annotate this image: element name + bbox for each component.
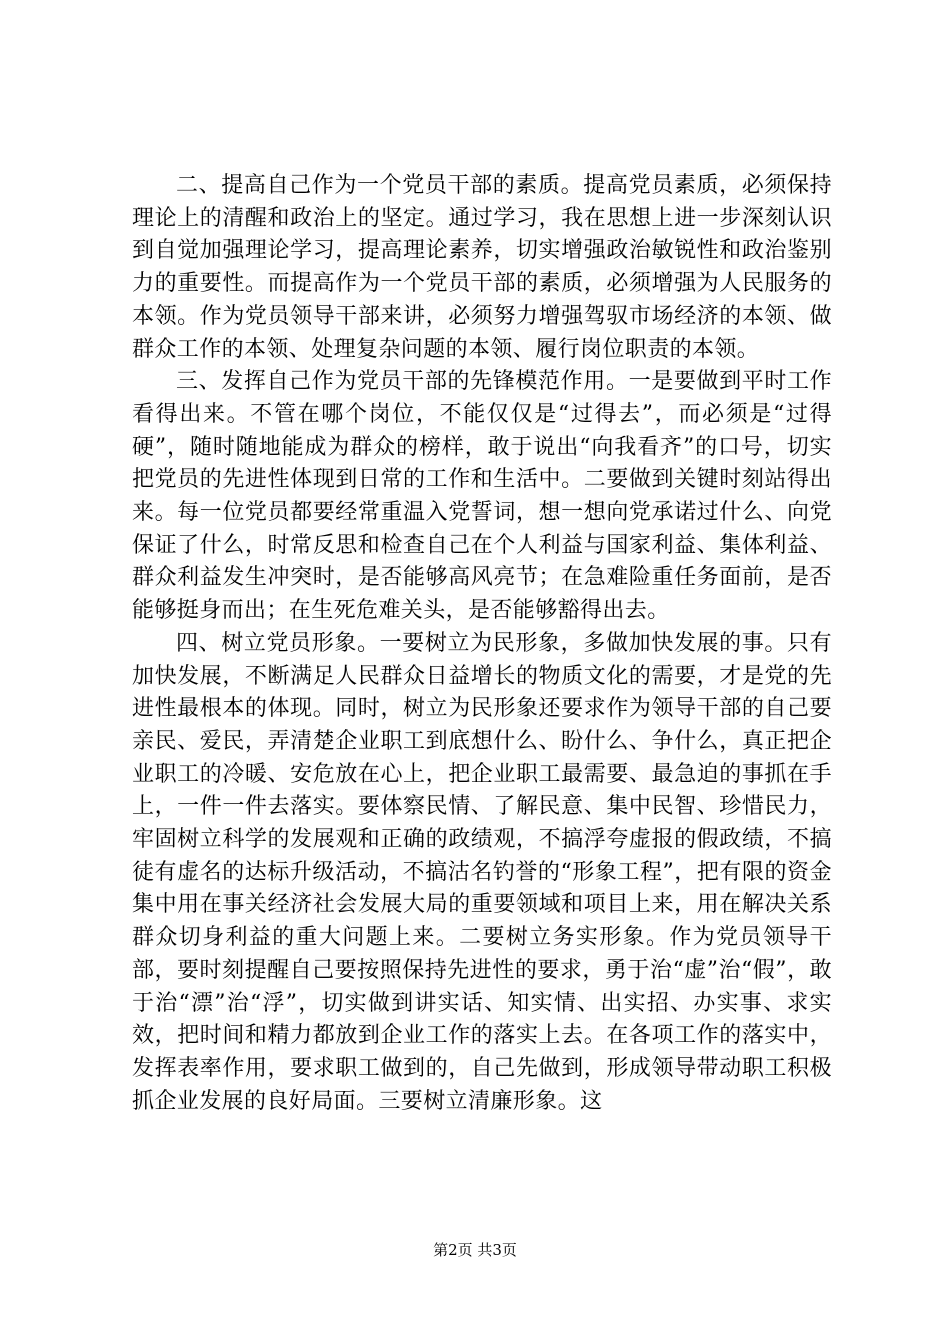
- paragraph-2-improve-quality: 二、提高自己作为一个党员干部的素质。提高党员素质，必须保持理论上的清醒和政治上的坚定。通过学习，我在思想上进一步深刻认识到自觉加强理论学习，提高理论素养，切实增强政治敏锐性和政治鉴别力的重要性。而提高作为一个党员干部的素质，必须增强为人民服务的本领。作为党员领导干部来讲，必须努力增强驾驭市场经济的本领、做群众工作的本领、处理复杂问题的本领、履行岗位职责的本领。: [132, 173, 832, 362]
- document-body: [132, 170, 832, 1118]
- page-number-footer: 第2页 共3页: [433, 1241, 517, 1259]
- paragraph-4-party-image: 四、树立党员形象。一要树立为民形象，多做加快发展的事。只有加快发展，不断满足人民群众日益增长的物质文化的需要，才是党的先进性最根本的体现。同时，树立为民形象还要求作为领导干部的自己要亲民、爱民，弄清楚企业职工到底想什么、盼什么、争什么，真正把企业职工的冷暖、安危放在心上，把企业职工最需要、最急迫的事抓在手上，一件一件去落实。要体察民情、了解民意、集中民智、珍惜民力，牢固树立科学的发展观和正确的政绩观，不搞浮夸虚报的假政绩，不搞徒有虚名的达标升级活动，不搞沽名钓誉的“形象工程”，把有限的资金集中用在事关经济社会发展大局的重要领域和项目上来，用在解决关系群众切身利益的重大问题上来。二要树立务实形象。作为党员领导干部，要时刻提醒自己要按照保持先进性的要求，勇于治“虚”治“假”，敢于治“漂”治“浮”，切实做到讲实话、知实情、出实招、办实事、求实效，把时间和精力都放到企业工作的落实上去。在各项工作的落实中，发挥表率作用，要求职工做到的，自己先做到，形成领导带动职工积极抓企业发展的良好局面。三要树立清廉形象。这: [132, 630, 832, 1114]
- paragraph-3-vanguard-role: 三、发挥自己作为党员干部的先锋模范作用。一是要做到平时工作看得出来。不管在哪个岗位，不能仅仅是“过得去”，而必须是“过得硬”，随时随地能成为群众的榜样，敢于说出“向我看齐”的口号，切实把党员的先进性体现到日常的工作和生活中。二要做到关键时刻站得出来。每一位党员都要经常重温入党誓词，想一想向党承诺过什么、向党保证了什么，时常反思和检查自己在个人利益与国家利益、集体利益、群众利益发生冲突时，是否能够高风亮节；在急难险重任务面前，是否能够挺身而出；在生死危难关头，是否能够豁得出去。: [132, 369, 832, 624]
